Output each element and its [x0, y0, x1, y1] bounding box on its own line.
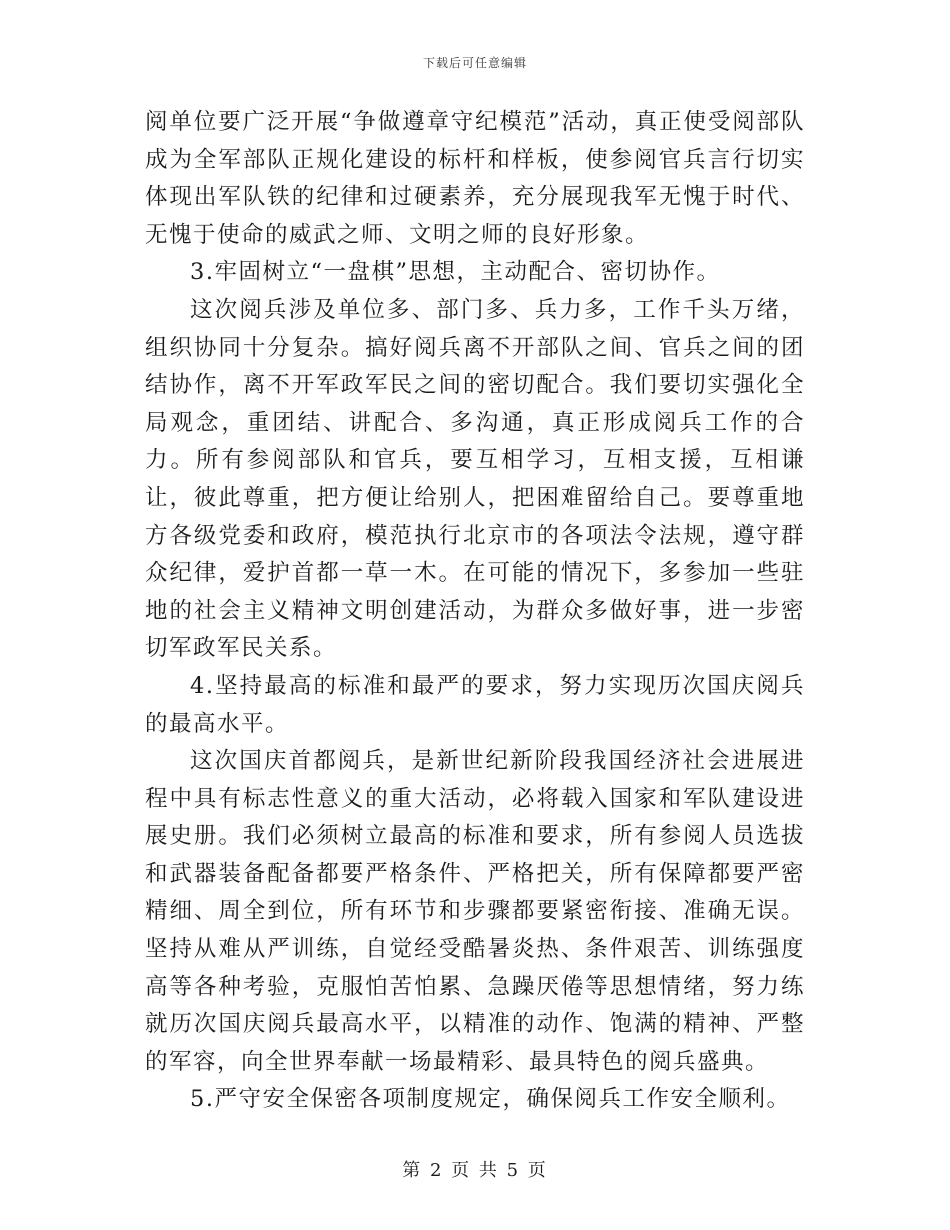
paragraph-2-heading: 3.牢固树立“一盘棋”思想，主动配合、密切协作。	[190, 259, 721, 286]
paragraph-3: 这次阅兵涉及单位多、部门多、兵力多，工作千头万绪，组织协同十分复杂。搞好阅兵离不开部队之间、官兵之间的团结协作，离不开军政军民之间的密切配合。我们要切实强化全局观念，重团结、讲配合、多沟通，真正形成阅兵工作的合力。所有参阅部队和官兵，要互相学习，互相支援，互相谦让，彼此尊重，把方便让给别人，把困难留给自己。要尊重地方各级党委和政府，模范执行北京市的各项法令法规，遵守群众纪律，爱护首都一草一木。在可能的情况下，多参加一些驻地的社会主义精神文明创建活动，为群众多做好事，进一步密切军政军民关系。	[145, 296, 805, 662]
footer-current-page: 2	[429, 1160, 444, 1181]
paragraph-1: 阅单位要广泛开展“争做遵章守纪模范”活动，真正使受阅部队成为全军部队正规化建设的标杆和样板，使参阅官兵言行切实体现出军队铁的纪律和过硬素养，充分展现我军无愧于时代、无愧于使命的威武之师、文明之师的良好形象。	[145, 109, 805, 248]
paragraph-6-heading: 5.严守安全保密各项制度规定，确保阅兵工作安全顺利。	[190, 1086, 791, 1113]
footer-middle: 页 共	[451, 1160, 499, 1181]
footer-suffix: 页	[527, 1160, 548, 1181]
paragraph-5: 这次国庆首都阅兵，是新世纪新阶段我国经济社会进展进程中具有标志性意义的重大活动，必将载入国家和军队建设进展史册。我们必须树立最高的标准和要求，所有参阅人员选拔和武器装备配备都要严格条件、严格把关，所有保障都要严密精细、周全到位，所有环节和步骤都要紧密衔接、准确无误。坚持从难从严训练，自觉经受酷暑炎热、条件艰苦、训练强度高等各种考验，克服怕苦怕累、急躁厌倦等思想情绪，努力练就历次国庆阅兵最高水平，以精准的动作、饱满的精神、严整的军容，向全世界奉献一场最精彩、最具特色的阅兵盛典。	[145, 748, 805, 1075]
footer-total-pages: 5	[506, 1160, 521, 1181]
document-body	[145, 104, 805, 1119]
footer-prefix: 第	[402, 1160, 423, 1181]
page-footer	[0, 1156, 950, 1182]
paragraph-4-heading: 4.坚持最高的标准和最严的要求，努力实现历次国庆阅兵的最高水平。	[145, 672, 805, 737]
page-header: 下载后可任意编辑	[422, 56, 527, 70]
